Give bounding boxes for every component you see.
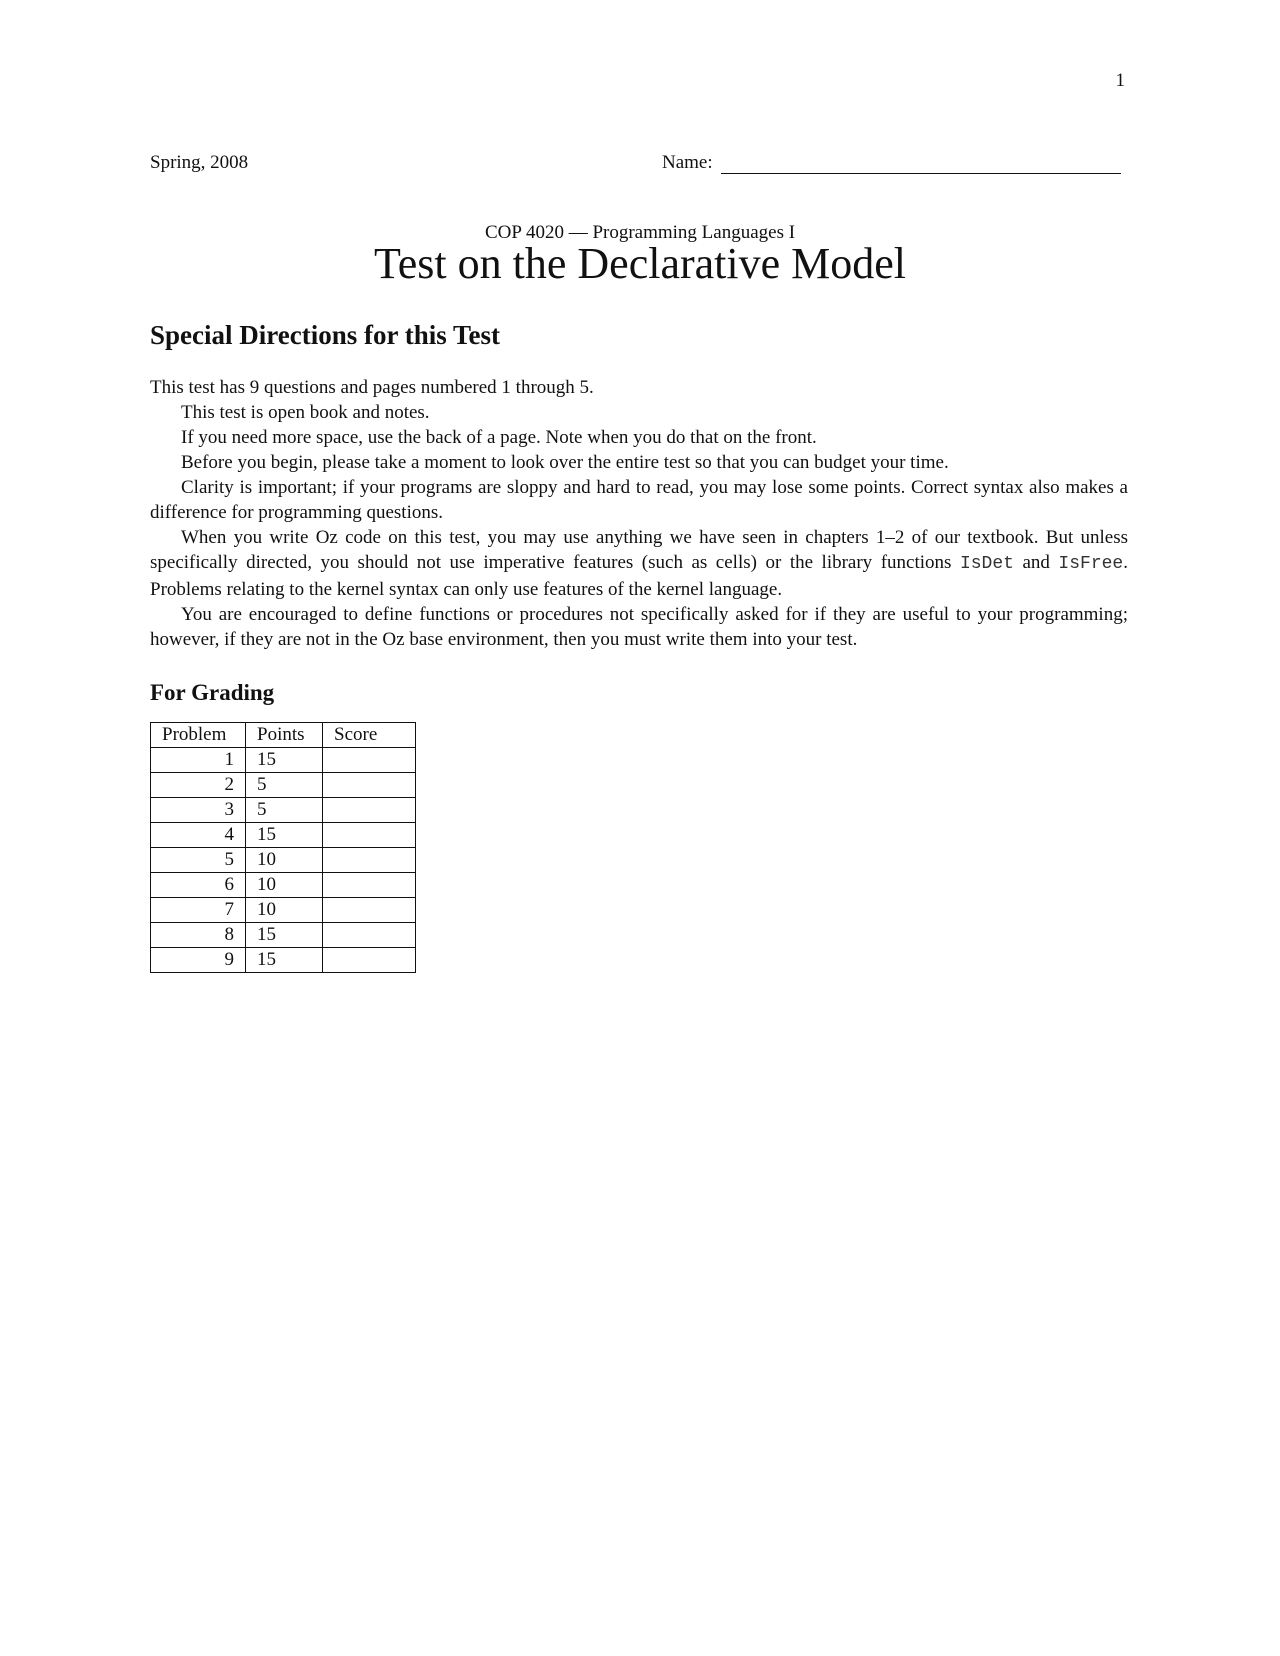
score-cell[interactable] bbox=[323, 823, 416, 848]
term-label: Spring, 2008 bbox=[150, 152, 249, 173]
column-header-problem: Problem bbox=[151, 723, 246, 748]
direction-paragraph: This test is open book and notes. bbox=[181, 402, 430, 423]
exam-header bbox=[150, 152, 1128, 178]
table-row bbox=[151, 873, 416, 898]
direction-paragraph: You are encouraged to define functions or procedures not specifically asked for if they are useful to your programming; however, if they are not in the Oz base environment, then you must write them into your test. bbox=[150, 604, 1128, 650]
grading-heading: For Grading bbox=[150, 680, 275, 705]
score-cell[interactable] bbox=[323, 948, 416, 973]
points-value: 15 bbox=[246, 823, 323, 848]
problem-number: 4 bbox=[151, 823, 246, 848]
direction-paragraph: Before you begin, please take a moment to look over the entire test so that you can budget your time. bbox=[181, 452, 949, 473]
table-row bbox=[151, 823, 416, 848]
name-label: Name: bbox=[662, 152, 713, 173]
points-value: 15 bbox=[246, 748, 323, 773]
direction-text: When you write Oz code on this test, you may use anything we have seen in chapters 1–2 of our textbook. But unless specifically directed, you should not use imperative features (such as cells) or the library functions bbox=[150, 527, 1128, 573]
problem-number: 5 bbox=[151, 848, 246, 873]
problem-number: 7 bbox=[151, 898, 246, 923]
code-isfree: IsFree bbox=[1058, 554, 1124, 574]
table-row bbox=[151, 898, 416, 923]
score-cell[interactable] bbox=[323, 773, 416, 798]
code-isdet: IsDet bbox=[959, 554, 1014, 574]
problem-number: 2 bbox=[151, 773, 246, 798]
table-row bbox=[151, 773, 416, 798]
score-cell[interactable] bbox=[323, 898, 416, 923]
problem-number: 6 bbox=[151, 873, 246, 898]
name-blank-line[interactable] bbox=[721, 156, 1121, 174]
page-title: Test on the Declarative Model bbox=[373, 239, 907, 288]
score-cell[interactable] bbox=[323, 798, 416, 823]
table-row bbox=[151, 948, 416, 973]
score-cell[interactable] bbox=[323, 748, 416, 773]
problem-number: 3 bbox=[151, 798, 246, 823]
points-value: 10 bbox=[246, 898, 323, 923]
score-cell[interactable] bbox=[323, 873, 416, 898]
column-header-points: Points bbox=[246, 723, 323, 748]
problem-number: 1 bbox=[151, 748, 246, 773]
page-number: 1 bbox=[1115, 70, 1125, 91]
table-row bbox=[151, 798, 416, 823]
table-row bbox=[151, 748, 416, 773]
column-header-score: Score bbox=[323, 723, 416, 748]
points-value: 10 bbox=[246, 848, 323, 873]
table-row bbox=[151, 923, 416, 948]
direction-paragraph: This test has 9 questions and pages numbered 1 through 5. bbox=[150, 377, 594, 398]
points-value: 10 bbox=[246, 873, 323, 898]
points-value: 15 bbox=[246, 948, 323, 973]
problem-number: 9 bbox=[151, 948, 246, 973]
name-field[interactable] bbox=[662, 152, 1121, 174]
direction-paragraph: Clarity is important; if your programs are sloppy and hard to read, you may lose some points. Correct syntax also makes a difference for programming questions. bbox=[150, 477, 1128, 523]
points-value: 15 bbox=[246, 923, 323, 948]
direction-paragraph: If you need more space, use the back of a page. Note when you do that on the front. bbox=[181, 427, 817, 448]
grading-header-row bbox=[151, 723, 416, 748]
score-cell[interactable] bbox=[323, 923, 416, 948]
problem-number: 8 bbox=[151, 923, 246, 948]
grading-table bbox=[150, 722, 416, 973]
course-label: COP 4020 — Programming Languages I bbox=[484, 222, 796, 243]
direction-text: and bbox=[1013, 552, 1059, 573]
directions-heading: Special Directions for this Test bbox=[150, 320, 501, 350]
table-row bbox=[151, 848, 416, 873]
direction-text: . Problems relating to the kernel syntax can only use features of the kernel language. bbox=[150, 552, 1128, 600]
points-value: 5 bbox=[246, 773, 323, 798]
points-value: 5 bbox=[246, 798, 323, 823]
score-cell[interactable] bbox=[323, 848, 416, 873]
direction-paragraph-oz-code bbox=[150, 525, 1128, 602]
directions-body bbox=[150, 375, 1128, 652]
